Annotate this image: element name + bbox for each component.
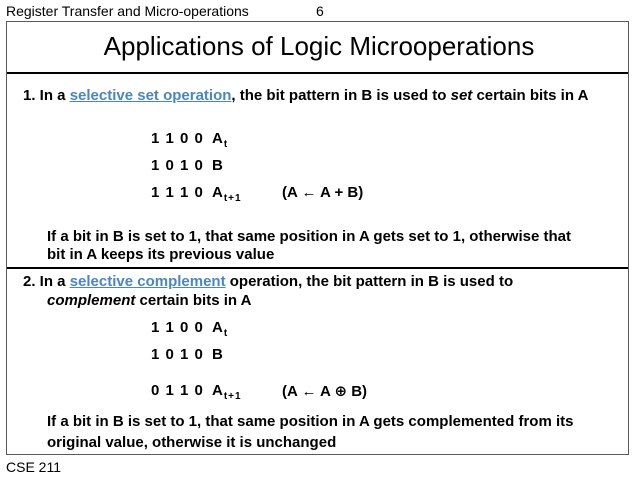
section-divider bbox=[7, 267, 628, 269]
header-page-number: 6 bbox=[316, 3, 324, 19]
section1-intro bbox=[23, 87, 588, 104]
s1-row3-bits: 1 1 1 0 bbox=[151, 184, 204, 201]
s2-row3-bits: 0 1 1 0 bbox=[151, 382, 204, 399]
s1-row2-bits: 1 0 1 0 bbox=[151, 157, 204, 174]
selective-set-link[interactable]: selective set operation bbox=[69, 87, 232, 104]
selective-complement-link[interactable]: selective complement bbox=[69, 273, 226, 290]
section1-intro-em: set bbox=[450, 87, 473, 104]
s2-row2-register: B bbox=[212, 346, 224, 363]
section1-intro-suffix: certain bits in A bbox=[472, 87, 589, 104]
s1-operation: (A ← A + B) bbox=[282, 184, 364, 201]
s1-explain-line1: If a bit in B is set to 1, that same position in A gets set to 1, otherwise that bbox=[47, 228, 571, 245]
s2-row1-bits: 1 1 0 0 bbox=[151, 319, 204, 336]
s1-row2-register: B bbox=[212, 157, 224, 174]
section2-intro-suffix: certain bits in A bbox=[135, 292, 252, 309]
header-course-title: Register Transfer and Micro-operations bbox=[6, 3, 249, 19]
s2-row1-register: $A_t$ bbox=[212, 319, 229, 339]
section1-intro-prefix: 1. In a bbox=[23, 87, 70, 104]
section2-intro-line2 bbox=[47, 292, 252, 309]
s1-row3-register: $A_{t+1}$ bbox=[212, 184, 242, 204]
section2-intro-prefix: 2. In a bbox=[23, 273, 70, 290]
section1-intro-mid: , the bit pattern in B is used to bbox=[231, 87, 451, 104]
footer-course-code: CSE 211 bbox=[6, 459, 61, 475]
slide-title: Applications of Logic Microoperations bbox=[103, 31, 535, 61]
s2-explain-line2: original value, otherwise it is unchanged bbox=[47, 434, 337, 451]
section2-intro-mid: operation, the bit pattern in B is used to bbox=[225, 273, 514, 290]
s2-explain-line1: If a bit in B is set to 1, that same position in A gets complemented from its bbox=[47, 413, 574, 430]
s1-explain-line2: bit in A keeps its previous value bbox=[47, 246, 275, 263]
section2-intro-em: complement bbox=[47, 292, 136, 309]
s2-operation: (A ← A ⊕ B) bbox=[282, 383, 368, 400]
s2-row3-register: $A_{t+1}$ bbox=[212, 382, 242, 402]
s1-row1-register: $A_t$ bbox=[212, 130, 229, 150]
title-divider bbox=[7, 72, 628, 74]
section2-intro-line1 bbox=[23, 273, 513, 290]
s2-row2-bits: 1 0 1 0 bbox=[151, 346, 204, 363]
s1-row1-bits: 1 1 0 0 bbox=[151, 130, 204, 147]
